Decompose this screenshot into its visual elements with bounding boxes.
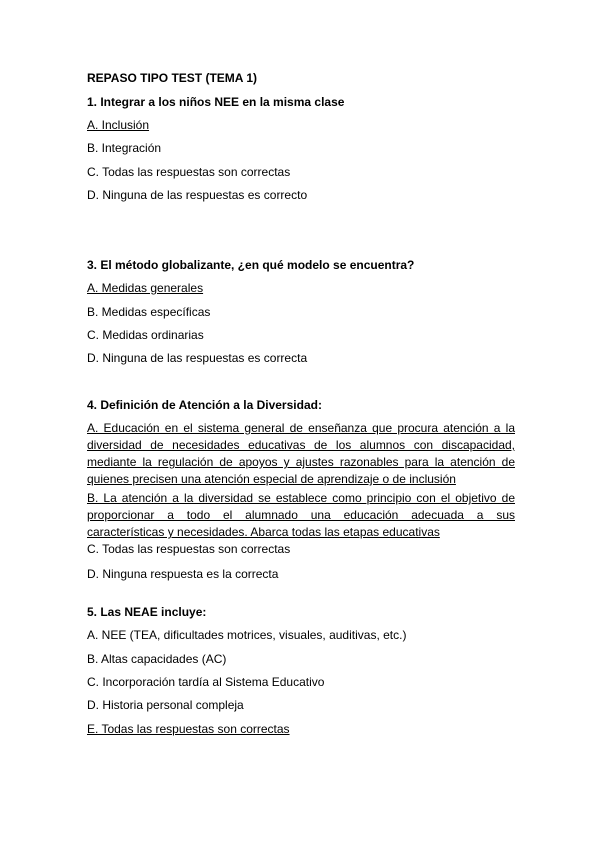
question-1-option-a: A. Inclusión xyxy=(87,118,150,132)
question-5-option-d: D. Historia personal compleja xyxy=(87,698,244,712)
question-4-option-a-line: quienes precisen una atención especial de aprendizaje o de inclusión xyxy=(87,472,456,486)
question-4-option-a xyxy=(87,420,515,488)
question-1-option-b: B. Integración xyxy=(87,141,162,155)
question-1-heading: 1. Integrar a los niños NEE en la misma clase xyxy=(87,95,345,109)
question-4-heading: 4. Definición de Atención a la Diversidad: xyxy=(87,398,322,412)
question-4-option-a-line: mediante la regulación de apoyos y ajustes razonables para la atención de xyxy=(87,455,515,469)
question-1-option-d: D. Ninguna de las respuestas es correcto xyxy=(87,188,308,202)
question-4-option-a-line: A. Educación en el sistema general de enseñanza que procura atención a la xyxy=(87,421,515,435)
document-title: REPASO TIPO TEST (TEMA 1) xyxy=(87,71,258,85)
question-4-option-a-line: diversidad de necesidades educativas de los alumnos con discapacidad, xyxy=(87,438,515,452)
question-3-heading: 3. El método globalizante, ¿en qué modelo se encuentra? xyxy=(87,258,415,272)
question-4-option-d: D. Ninguna respuesta es la correcta xyxy=(87,567,279,581)
question-3-option-d: D. Ninguna de las respuestas es correcta xyxy=(87,351,308,365)
question-5-heading: 5. Las NEAE incluye: xyxy=(87,605,207,619)
question-1-option-c: C. Todas las respuestas son correctas xyxy=(87,165,291,179)
question-3-option-c: C. Medidas ordinarias xyxy=(87,328,204,342)
question-5-option-b: B. Altas capacidades (AC) xyxy=(87,652,227,666)
question-3-option-a: A. Medidas generales xyxy=(87,281,204,295)
question-4-option-b xyxy=(87,490,515,541)
question-5-option-c: C. Incorporación tardía al Sistema Educativo xyxy=(87,675,325,689)
question-4-option-b-line: características y necesidades. Abarca todas las etapas educativas xyxy=(87,525,440,539)
question-5-option-a: A. NEE (TEA, dificultades motrices, visuales, auditivas, etc.) xyxy=(87,628,407,642)
question-3-option-b: B. Medidas específicas xyxy=(87,305,211,319)
question-4-option-c: C. Todas las respuestas son correctas xyxy=(87,542,291,556)
question-4-option-b-line: proporcionar a todo el alumnado una educación adecuada a sus xyxy=(87,508,515,522)
question-4-option-b-line: B. La atención a la diversidad se establece como principio con el objetivo de xyxy=(87,491,515,505)
question-5-option-e: E. Todas las respuestas son correctas xyxy=(87,722,290,736)
